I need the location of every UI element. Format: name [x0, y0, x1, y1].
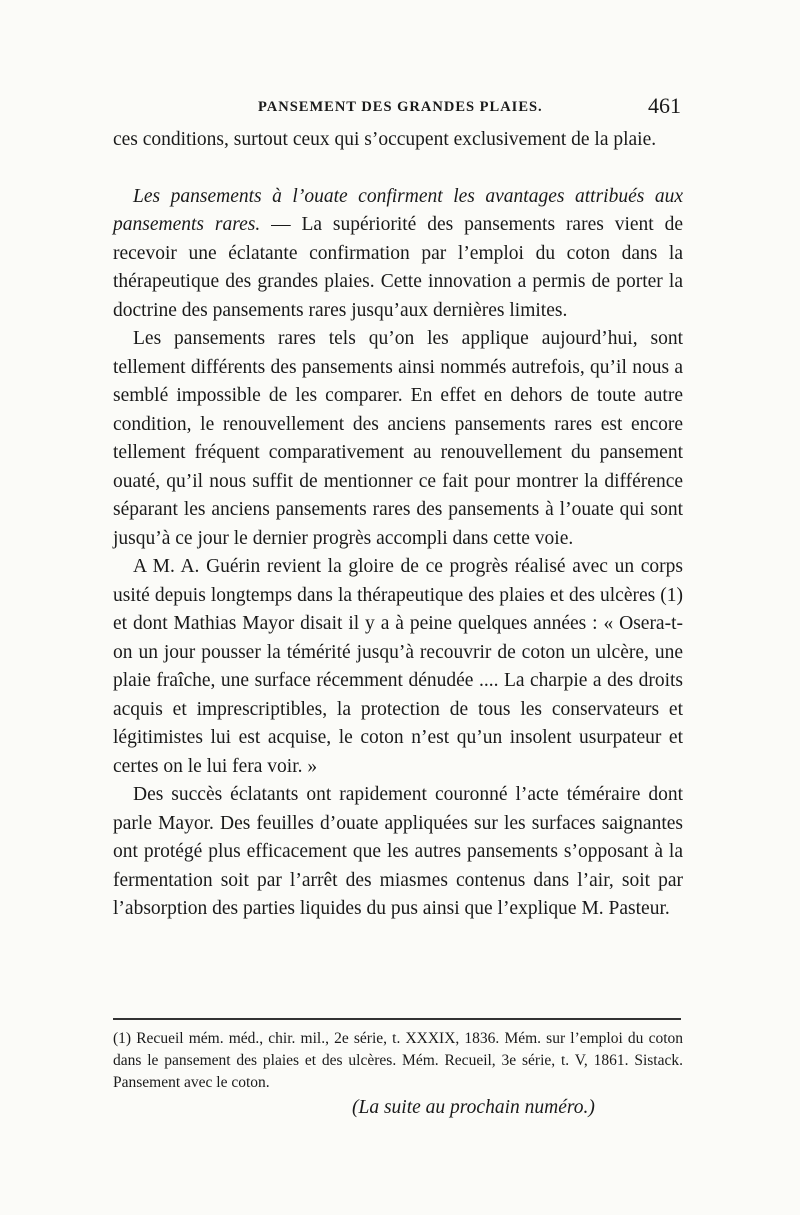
footnote: (1) Recueil mém. méd., chir. mil., 2e série, t. XXXIX, 1836. Mém. sur l’emploi du coton dans le pansement des plaies et des ulcères. Mém. Recueil, 3e série, t. V, 1861. Sistack. Pansement avec le coton.	[113, 1030, 683, 1091]
paragraph-pansements-rares: Les pansements rares tels qu’on les applique aujourd’hui, sont tellement différents des pansements ainsi nommés autrefois, qu’il nous a semblé impossible de les comparer. En effet en dehors de toute autre condition, le renouvellement des anciens pansements rares est encore tellement fréquent comparativement au renouvellement du pansement ouaté, qu’il nous suffit de mentionner ce fait pour montrer la différence séparant les anciens pansements rares des pansements à l’ouate qui sont jusqu’à ce jour le dernier progrès accompli dans cette voie.	[113, 328, 683, 549]
section-lead-italic: Les pansements à l’ouate confirment les avantages attribués aux pansements rares.	[113, 185, 683, 235]
page-number: 461	[648, 93, 681, 118]
paragraph-ouate-text: — La supériorité des pansements rares vient de recevoir une éclatante confirmation par l’emploi du coton dans la thérapeutique des grandes plaies. Cette innovation a permis de porter la doctrine des pansements rares jusqu’aux dernières limites.	[113, 214, 683, 321]
paragraph-guerin: A M. A. Guérin revient la gloire de ce progrès réalisé avec un corps usité depuis longtemps dans la thérapeutique des plaies et des ulcères (1) et dont Mathias Mayor disait il y a à peine quelques années : « Osera-t-on un jour pousser la témérité jusqu’à recouvrir de coton un ulcère, une plaie fraîche, une surface récemment dénudée .... La charpie a des droits acquis et imprescriptibles, la protection de tous les conservateurs et légitimistes lui est acquise, le coton n’est qu’un insolent usurpateur et certes on le lui fera voir. »	[113, 556, 683, 777]
paragraph-continuation: ces conditions, surtout ceux qui s’occupent exclusivement de la plaie.	[113, 129, 657, 150]
continuation-note: (La suite au prochain numéro.)	[352, 1097, 595, 1118]
running-head	[113, 93, 681, 123]
paragraph-ouate	[113, 183, 683, 326]
paragraph-succes: Des succès éclatants ont rapidement couronné l’acte téméraire dont parle Mayor. Des feuilles d’ouate appliquées sur les surfaces saignantes ont protégé plus efficacement que les autres pansements s’opposant à la fermentation soit par l’arrêt des miasmes contenus dans l’air, soit par l’absorption des parties liquides du pus ainsi que l’explique M. Pasteur.	[113, 784, 683, 919]
footnote-divider	[113, 1018, 681, 1020]
running-title: PANSEMENT DES GRANDES PLAIES.	[258, 99, 543, 115]
body-text	[113, 126, 683, 924]
